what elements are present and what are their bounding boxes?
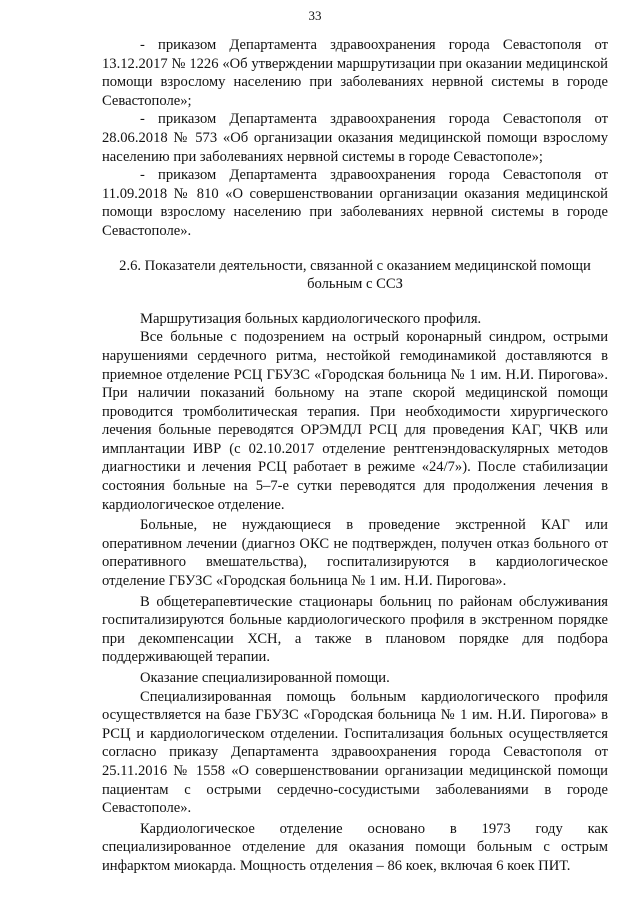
paragraph-cardiology-department: Кардиологическое отделение основано в 1973 году как специализированное отделение для оказания помощи больным с острым инфарктом миокарда. Мощность отделения – 86 коек, включая 6 коек ПИТ.	[102, 820, 608, 874]
paragraph-general-hospitals: В общетерапевтические стационары больниц по районам обслуживания госпитализируются больные кардиологического профиля в экстренном порядке при декомпенсации ХСН, а также в плановом порядке для подбора поддерживающей терапии.	[102, 593, 608, 666]
paragraph-specialized-care: Специализированная помощь больным кардиологического профиля осуществляется на базе ГБУЗС «Городская больница № 1 им. Н.И. Пирогова» в РСЦ и кардиологическом отделении. Госпитализация больных осуществляется согласно приказу Департамента здравоохранения города Севастополя от 25.11.2016 № 1558 «О совершенствовании организации медицинской помощи пациентам с острыми сердечно-сосудистыми заболеваниями в городе Севастополе».	[102, 688, 608, 817]
order-item: - приказом Департамента здравоохранения города Севастополя от 28.06.2018 № 573 «Об организации оказания медицинской помощи взрослому населению при заболеваниях нервной системы в городе Севастополе»;	[102, 111, 608, 165]
order-item: - приказом Департамента здравоохранения города Севастополя от 13.12.2017 № 1226 «Об утверждении маршрутизации при оказании медицинской помощи взрослому населению при заболеваниях нервной системы в городе Севастополе»;	[102, 37, 608, 109]
page-number: 33	[308, 8, 322, 23]
paragraph-routing-title: Маршрутизация больных кардиологического профиля.	[140, 310, 482, 327]
section-heading: 2.6. Показатели деятельности, связанной с оказанием медицинской помощи больным с ССЗ	[119, 257, 591, 293]
paragraph-specialized-care-title: Оказание специализированной помощи.	[140, 670, 390, 686]
page-body	[102, 36, 608, 876]
order-item: - приказом Департамента здравоохранения города Севастополя от 11.09.2018 № 810 «О совершенствовании организации оказания медицинской помощи взрослому населению при заболеваниях нервной системы в городе Севастополе».	[102, 167, 608, 239]
paragraph-non-kag-patients: Больные, не нуждающиеся в проведение экстренной КАГ или оперативном лечении (диагноз ОКС не подтвержден, получен отказ больного от оперативного вмешательства), госпитализируются в кардиологическое отделение ГБУЗС «Городская больница № 1 им. Н.И. Пирогова».	[102, 517, 608, 590]
paragraph-acs-patients: Все больные с подозрением на острый коронарный синдром, острыми нарушениями сердечного ритма, нестойкой гемодинамикой доставляются в приемное отделение РСЦ ГБУЗС «Городская больница № 1 им. Н.И. Пирогова». При наличии показаний больному на этапе скорой медицинской помощи проводится тромболитическая терапия. При необходимости хирургического лечения больные переводятся ОРЭМДЛ РСЦ для проведения КАГ, ЧКВ или имплантации ИВР (с 02.10.2017 отделение рентгенэндоваскулярных методов диагностики и лечения РСЦ работает в режиме «24/7»). После стабилизации состояния больные на 5–7-е сутки переводятся для продолжения лечения в кардиологическое отделение.	[102, 329, 608, 513]
